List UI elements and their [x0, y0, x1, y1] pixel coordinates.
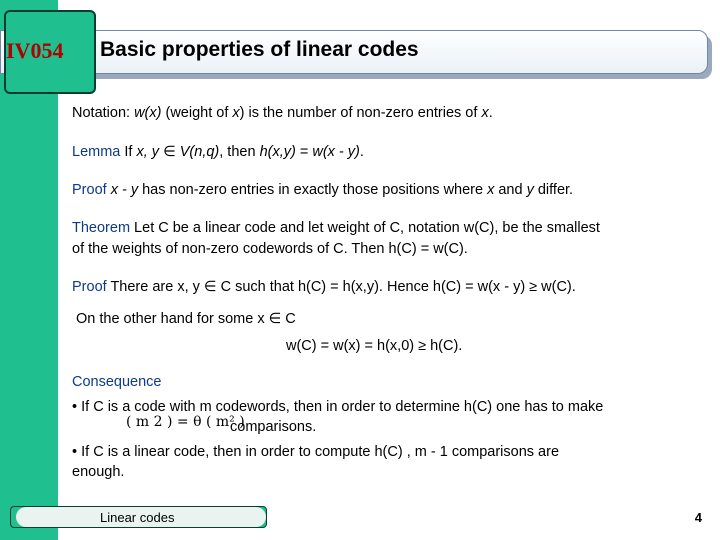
theorem-text1: Let C be a linear code and let weight of C, notation w(C), be the smallest: [130, 220, 600, 236]
notation-mid: (weight of: [161, 105, 233, 121]
proof1-label: Proof: [72, 182, 107, 198]
lemma-vnq: V(n,q): [179, 144, 220, 160]
notation-x2: x: [481, 105, 489, 121]
proof1-line: [72, 180, 712, 201]
proof2-label: Proof: [72, 279, 107, 295]
proof1-y: y: [526, 182, 534, 198]
lemma-line: [72, 142, 712, 163]
lemma-hxy: h(x,y): [259, 144, 296, 160]
notation-suffix: ) is the number of non-zero entries of: [239, 105, 482, 121]
proof1-t4: differ.: [533, 182, 574, 198]
consequence-bullet2: • If C is a linear code, then in order to compute h(C) , m - 1 comparisons are: [72, 444, 560, 460]
lemma-wxy: w(x - y): [312, 144, 360, 160]
notation-end: .: [488, 105, 493, 121]
theorem-line2: of the weights of non-zero codewords of C. Then h(C) = w(C).: [72, 241, 468, 257]
footer-label: Linear codes: [100, 510, 175, 525]
notation-line: [72, 103, 712, 124]
lemma-t1: If: [120, 144, 137, 160]
consequence-label: Consequence: [72, 374, 162, 390]
lemma-t5: .: [359, 144, 364, 160]
notation-prefix: Notation:: [72, 105, 135, 121]
consequence-bullet2-end: enough.: [72, 464, 125, 480]
theorem-label: Theorem: [72, 220, 131, 236]
lemma-t4: =: [295, 144, 313, 160]
proof1-x: x: [487, 182, 495, 198]
consequence-bullet1-end: comparisons.: [230, 419, 317, 435]
lemma-t3: , then: [219, 144, 260, 160]
notation-wx: w(x): [134, 105, 162, 121]
notation-x: x: [232, 105, 240, 121]
proof1-t2: has non-zero entries in exactly those positions where: [138, 182, 488, 198]
theorem-line1: [72, 218, 712, 239]
lemma-t2: ∈: [159, 144, 180, 160]
proof2-line3: w(C) = w(x) = h(x,0) ≥ h(C).: [286, 338, 463, 354]
course-code: IV054: [6, 38, 64, 63]
lemma-xy: x, y: [136, 144, 160, 160]
proof1-xmy: x - y: [110, 182, 139, 198]
proof2-text1: There are x, y ∈ C such that h(C) = h(x,y). Hence h(C) = w(x - y) ≥ w(C).: [106, 279, 576, 295]
proof2-line1: [72, 277, 712, 298]
proof1-t3: and: [494, 182, 527, 198]
slide-title: Basic properties of linear codes: [100, 38, 419, 61]
consequence-bullet1: • If C is a code with m codewords, then in order to determine h(C) one has to make: [72, 399, 604, 415]
page-number: 4: [694, 510, 702, 525]
lemma-label: Lemma: [72, 144, 121, 160]
binomial-formula: ( m 2 ) = θ ( m² ): [126, 414, 245, 430]
proof2-line2: On the other hand for some x ∈ C: [76, 311, 296, 327]
